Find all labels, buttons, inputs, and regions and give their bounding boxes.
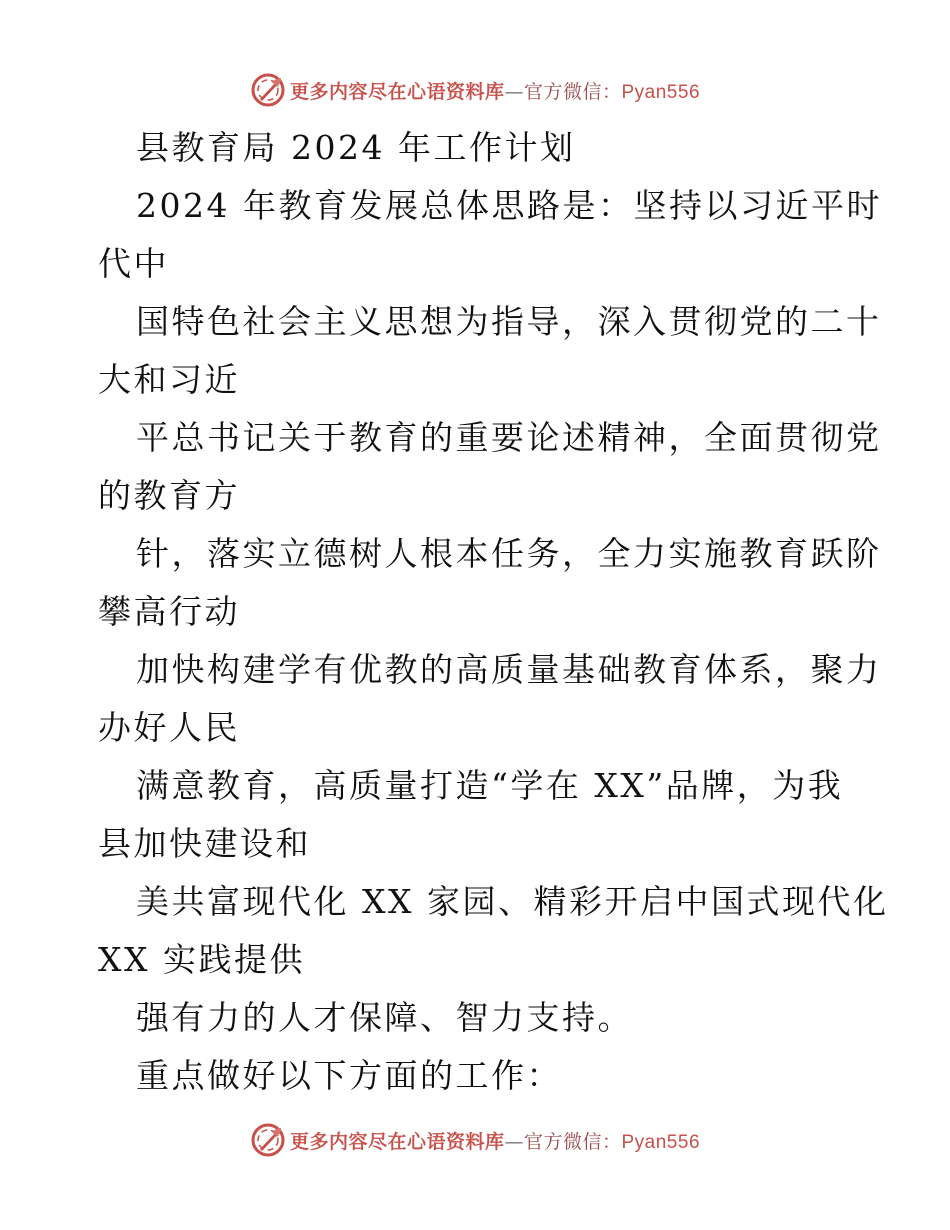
paragraph-line: 强有力的人才保障、智力支持。 [136, 998, 633, 1037]
paragraph-line: 攀高行动 [98, 592, 240, 631]
paragraph-line: 办好人民 [98, 708, 240, 747]
paragraph-line: 加快构建学有优教的高质量基础教育体系，聚力 [136, 650, 882, 689]
watermark-text: 更多内容尽在心语资料库—官方微信：Pyan556 [289, 80, 701, 103]
paragraph-line: 平总书记关于教育的重要论述精神，全面贯彻党 [136, 418, 882, 457]
quill-pen-logo-icon [250, 72, 286, 108]
paragraph-line: 代中 [98, 244, 169, 283]
paragraph-line: 县加快建设和 [98, 824, 311, 863]
document-title: 县教育局 2024 年工作计划 [136, 128, 576, 167]
paragraph-line: 2024 年教育发展总体思路是：坚持以习近平时 [136, 186, 882, 225]
paragraph-line: 大和习近 [98, 360, 240, 399]
paragraph-line: 的教育方 [98, 476, 240, 515]
paragraph-line: XX 实践提供 [98, 940, 305, 979]
paragraph-line: 满意教育，高质量打造“学在 XX”品牌，为我 [136, 766, 844, 805]
paragraph-line: 国特色社会主义思想为指导，深入贯彻党的二十 [136, 302, 882, 341]
watermark-text: 更多内容尽在心语资料库—官方微信：Pyan556 [289, 1130, 701, 1153]
paragraph-line: 美共富现代化 XX 家园、精彩开启中国式现代化 [136, 882, 889, 921]
paragraph-line: 针，落实立德树人根本任务，全力实施教育跃阶 [136, 534, 882, 573]
footer-watermark [0, 1120, 950, 1160]
header-watermark [0, 70, 950, 110]
quill-pen-logo-icon [250, 1122, 286, 1158]
paragraph-line: 重点做好以下方面的工作： [136, 1056, 562, 1095]
